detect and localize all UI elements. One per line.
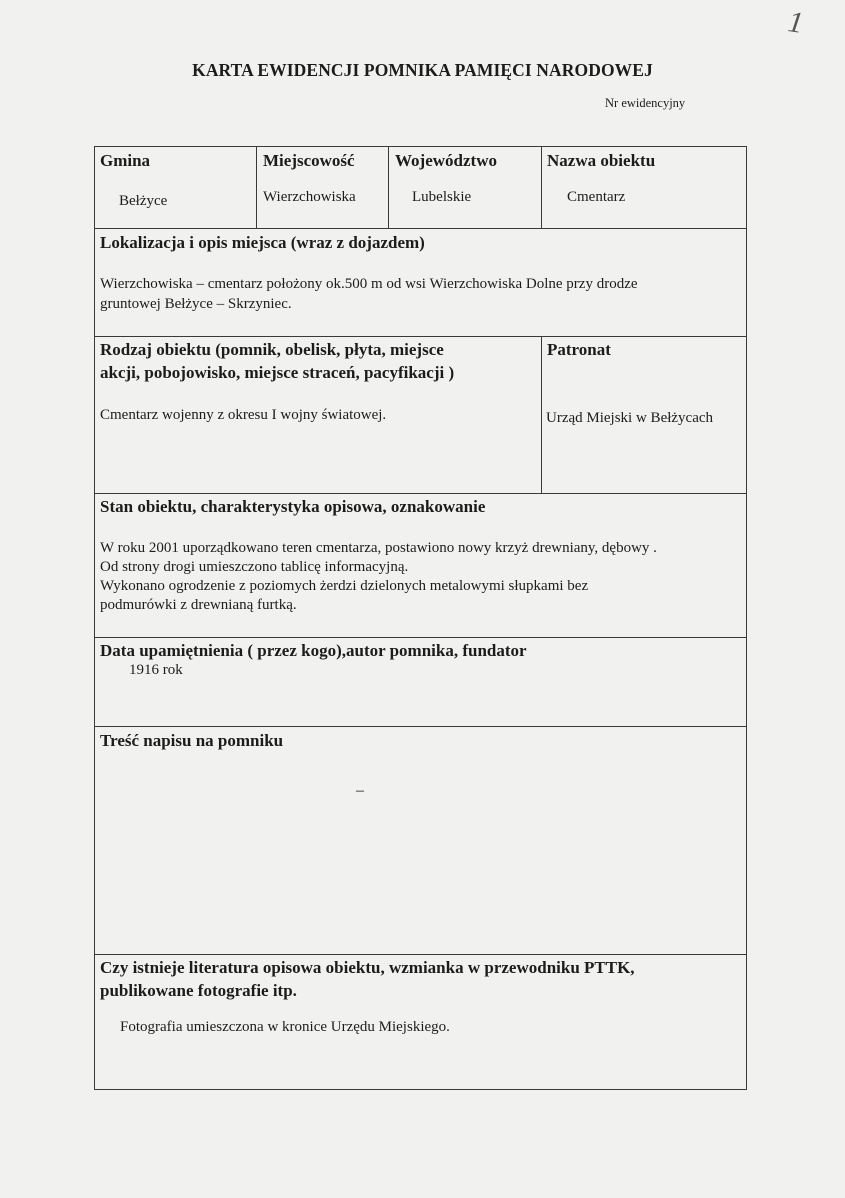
row-divider-5 [95, 726, 746, 727]
stan-line-1: W roku 2001 uporządkowano teren cmentarza, postawiono nowy krzyż drewniany, dębowy . [100, 540, 657, 556]
nazwa-obiektu-label: Nazwa obiektu [547, 151, 656, 170]
data-upamietnienia-value: 1916 rok [129, 662, 183, 678]
lokalizacja-line-1: Wierzchowiska – cmentarz położony ok.500 m od wsi Wierzchowiska Dolne przy drodze [100, 276, 638, 292]
row-divider-1 [95, 228, 746, 229]
row-divider-3 [95, 493, 746, 494]
row-divider-4 [95, 637, 746, 638]
divider-gmina-miejscowosc [256, 147, 257, 228]
divider-rodzaj-patronat [541, 336, 542, 493]
row-divider-6 [95, 954, 746, 955]
rodzaj-label-line-2: akcji, pobojowisko, miejsce straceń, pacyfikacji ) [100, 363, 455, 382]
lokalizacja-label: Lokalizacja i opis miejsca (wraz z dojazdem) [100, 233, 425, 252]
patronat-value: Urząd Miejski w Bełżycach [546, 410, 714, 426]
gmina-value: Bełżyce [119, 193, 168, 209]
tresc-value: – [356, 782, 364, 799]
divider-miejscowosc-wojewodztwo [388, 147, 389, 228]
miejscowosc-value: Wierzchowiska [263, 189, 356, 205]
tresc-label: Treść napisu na pomniku [100, 731, 284, 750]
miejscowosc-label: Miejscowość [263, 151, 355, 170]
stan-line-3: Wykonano ogrodzenie z poziomych żerdzi dzielonych metalowymi słupkami bez [100, 578, 589, 594]
wojewodztwo-label: Województwo [395, 151, 497, 170]
nr-ewidencyjny-label: Nr ewidencyjny [605, 96, 686, 110]
record-form [94, 146, 747, 1090]
patronat-label: Patronat [547, 340, 611, 359]
lokalizacja-line-2: gruntowej Bełżyce – Skrzyniec. [100, 296, 292, 312]
data-upamietnienia-label: Data upamiętnienia ( przez kogo),autor pomnika, fundator [100, 641, 527, 660]
literatura-label-line-1: Czy istnieje literatura opisowa obiektu, wzmianka w przewodniku PTTK, [100, 958, 635, 977]
divider-wojewodztwo-nazwa [541, 147, 542, 228]
nazwa-obiektu-value: Cmentarz [567, 189, 626, 205]
document-title: KARTA EWIDENCJI POMNIKA PAMIĘCI NARODOWEJ [192, 60, 653, 80]
wojewodztwo-value: Lubelskie [412, 189, 472, 205]
literatura-value: Fotografia umieszczona w kronice Urzędu Miejskiego. [120, 1019, 450, 1035]
gmina-label: Gmina [100, 151, 151, 170]
row-divider-2 [95, 336, 746, 337]
stan-line-4: podmurówki z drewnianą furtką. [100, 597, 297, 613]
rodzaj-label-line-1: Rodzaj obiektu (pomnik, obelisk, płyta, miejsce [100, 340, 444, 359]
literatura-label-line-2: publikowane fotografie itp. [100, 981, 297, 1000]
rodzaj-value: Cmentarz wojenny z okresu I wojny światowej. [100, 407, 387, 423]
page-number-mark: 1 [785, 5, 806, 40]
stan-label: Stan obiektu, charakterystyka opisowa, oznakowanie [100, 497, 486, 516]
stan-line-2: Od strony drogi umieszczono tablicę informacyjną. [100, 559, 409, 575]
